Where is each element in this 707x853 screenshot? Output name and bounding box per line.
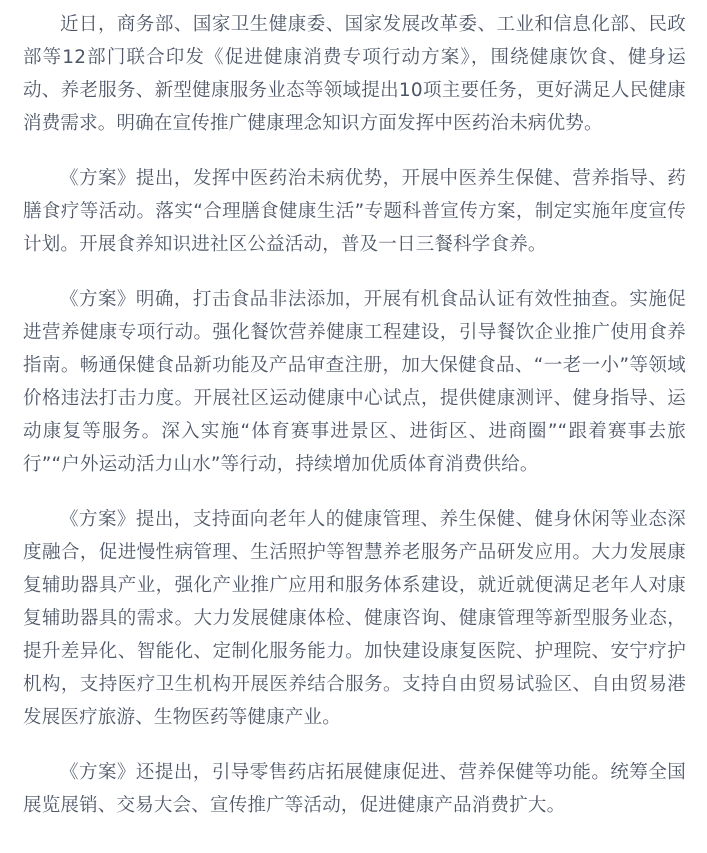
article-paragraph-2: 《方案》提出，发挥中医药治未病优势，开展中医养生保健、营养指导、药膳食疗等活动。落实“合理膳食健康生活”专题科普宣传方案，制定实施年度宣传计划。开展食养知识进社区公益活动，普及一日三餐科学食养。	[23, 168, 686, 255]
article-paragraph-4: 《方案》提出，支持面向老年人的健康管理、养生保健、健身休闲等业态深度融合，促进慢性病管理、生活照护等智慧养老服务产品研发应用。大力发展康复辅助器具产业，强化产业推广应用和服务体系建设，就近就便满足老年人对康复辅助器具的需求。大力发展健康体检、健康咨询、健康管理等新型服务业态，提升差异化、智能化、定制化服务能力。加快建设康复医院、护理院、安宁疗护机构，支持医疗卫生机构开展医养结合服务。支持自由贸易试验区、自由贸易港发展医疗旅游、生物医药等健康产业。	[23, 509, 686, 728]
article-paragraph-5: 《方案》还提出，引导零售药店拓展健康促进、营养保健等功能。统筹全国展览展销、交易大会、宣传推广等活动，促进健康产品消费扩大。	[23, 762, 686, 816]
article-paragraph-3: 《方案》明确，打击食品非法添加，开展有机食品认证有效性抽查。实施促进营养健康专项行动。强化餐饮营养健康工程建设，引导餐饮企业推广使用食养指南。畅通保健食品新功能及产品审查注册，加大保健食品、“一老一小”等领域价格违法打击力度。开展社区运动健康中心试点，提供健康测评、健身指导、运动康复等服务。深入实施“体育赛事进景区、进街区、进商圈”“跟着赛事去旅行”“户外运动活力山水”等行动，持续增加优质体育消费供给。	[23, 289, 686, 475]
article-paragraph-1: 近日，商务部、国家卫生健康委、国家发展改革委、工业和信息化部、民政部等12部门联合印发《促进健康消费专项行动方案》，围绕健康饮食、健身运动、养老服务、新型健康服务业态等领域提出10项主要任务，更好满足人民健康消费需求。明确在宣传推广健康理念知识方面发挥中医药治未病优势。	[23, 14, 686, 134]
